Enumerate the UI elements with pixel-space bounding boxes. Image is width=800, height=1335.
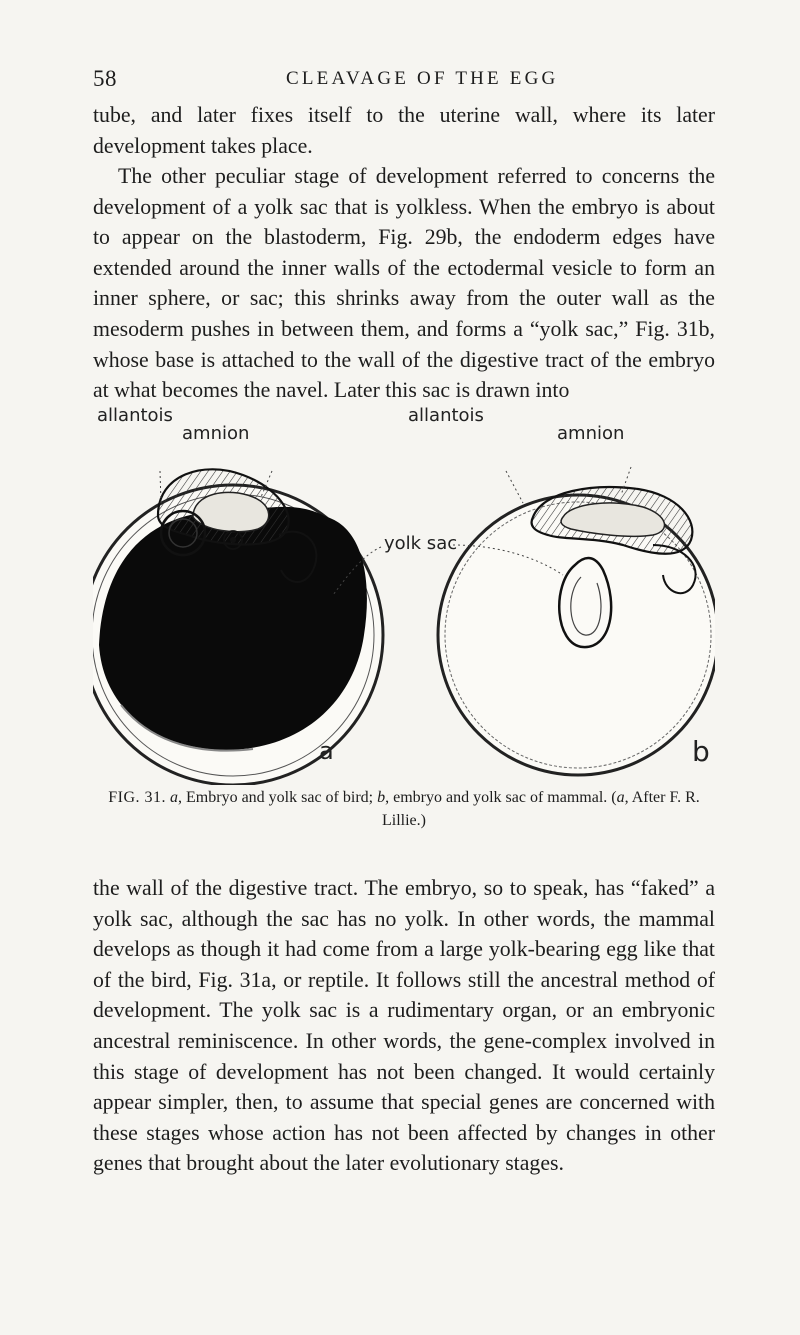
label-allantois-a: allantois	[97, 405, 173, 426]
embryo-illustration	[93, 405, 715, 785]
leader-line	[506, 471, 523, 503]
label-amnion-a: amnion	[182, 423, 250, 444]
page-header	[93, 66, 713, 96]
bird-embryo-diagram	[93, 469, 383, 785]
paragraph-yolk-sac: The other peculiar stage of development referred to concerns the development of a yolk sac that is yolkless. When the embryo is about to appear on the blastoderm, Fig. 29b, the endoderm edges have extended around the inner walls of the ectodermal vesicle to form an inner sphere, or sac; this shrinks away from the outer wall as the mesoderm pushes in between them, and forms a “yolk sac,” Fig. 31b, whose base is attached to the wall of the digestive tract of the embryo at what becomes the navel. Later this sac is drawn into	[93, 164, 715, 403]
label-yolk-sac: yolk sac	[384, 533, 458, 554]
paragraph-continued: tube, and later fixes itself to the uterine wall, where its later development takes place.	[93, 103, 715, 158]
running-head: CLEAVAGE OF THE EGG	[286, 68, 559, 89]
mammal-embryo-diagram	[438, 467, 715, 775]
label-panel-a: a	[319, 737, 334, 765]
figure-caption: FIG. 31. a, Embryo and yolk sac of bird; b, embryo and yolk sac of mammal. (a, After F. R. Lillie.)	[108, 789, 700, 829]
caption-figure-number: FIG. 31.	[108, 789, 167, 806]
page-number: 58	[93, 66, 117, 91]
label-amnion-b: amnion	[557, 423, 625, 444]
figure-31	[93, 405, 715, 785]
label-panel-b: b	[692, 735, 710, 768]
paragraph-digestive-tract: the wall of the digestive tract. The embryo, so to speak, has “faked” a yolk sac, although the sac has no yolk. In other words, the mammal develops as though it had come from a large yolk-bearing egg like that of the bird, Fig. 31a, or reptile. It follows still the ancestral method of development. The yolk sac is a rudimentary organ, or an embryonic ancestral reminiscence. In other words, the gene-complex involved in this stage of development has not been changed. It would certainly appear simpler, then, to assume that special genes are concerned with these stages whose action has not been affected by changes in other genes that brought about the later evolutionary stages.	[93, 876, 715, 1176]
label-allantois-b: allantois	[408, 405, 484, 426]
